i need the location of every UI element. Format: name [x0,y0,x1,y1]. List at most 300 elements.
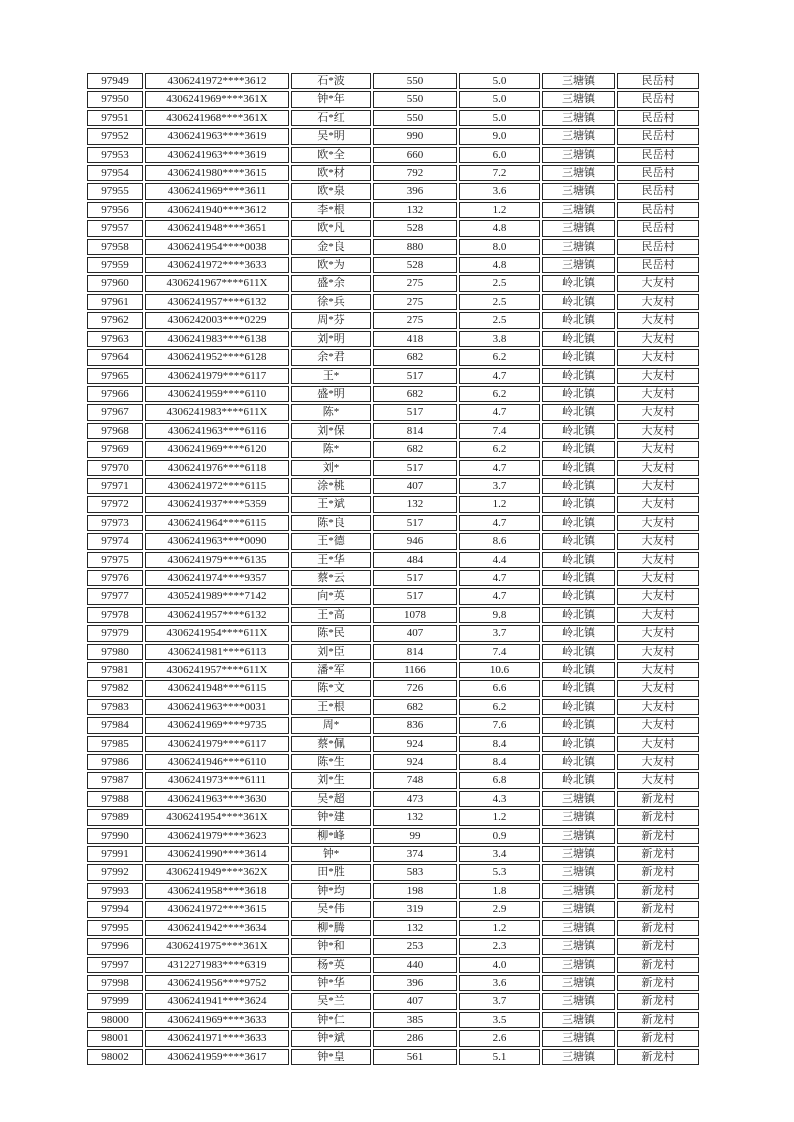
town-cell: 岭北镇 [542,717,615,733]
village-cell: 大友村 [617,533,699,549]
table-row [87,625,699,641]
rate-cell: 3.5 [459,1012,540,1028]
village-cell: 大友村 [617,754,699,770]
seq-cell: 97984 [87,717,143,733]
name-cell: 吴*伟 [291,901,371,917]
town-cell: 三塘镇 [542,1030,615,1046]
rate-cell: 5.0 [459,73,540,89]
village-cell: 大友村 [617,607,699,623]
seq-cell: 97974 [87,533,143,549]
amount-cell: 561 [373,1049,457,1065]
seq-cell: 97951 [87,110,143,126]
town-cell: 岭北镇 [542,570,615,586]
seq-cell: 97956 [87,202,143,218]
name-cell: 金*良 [291,239,371,255]
table-body [87,73,699,1065]
table-row [87,220,699,236]
rate-cell: 4.7 [459,570,540,586]
amount-cell: 1166 [373,662,457,678]
amount-cell: 726 [373,680,457,696]
village-cell: 新龙村 [617,1030,699,1046]
amount-cell: 682 [373,386,457,402]
id-number-cell: 4306241946****6110 [145,754,289,770]
amount-cell: 583 [373,864,457,880]
name-cell: 周* [291,717,371,733]
town-cell: 岭北镇 [542,294,615,310]
id-number-cell: 4306241983****611X [145,404,289,420]
name-cell: 王*华 [291,552,371,568]
name-cell: 钟*华 [291,975,371,991]
table-row [87,1049,699,1065]
id-number-cell: 4306241975****361X [145,938,289,954]
id-number-cell: 4306241949****362X [145,864,289,880]
amount-cell: 440 [373,957,457,973]
rate-cell: 7.2 [459,165,540,181]
table-row [87,1030,699,1046]
table-row [87,165,699,181]
amount-cell: 253 [373,938,457,954]
town-cell: 岭北镇 [542,552,615,568]
amount-cell: 528 [373,220,457,236]
name-cell: 陈*良 [291,515,371,531]
name-cell: 盛*明 [291,386,371,402]
id-number-cell: 4306241948****3651 [145,220,289,236]
name-cell: 吴*超 [291,791,371,807]
id-number-cell: 4306241941****3624 [145,993,289,1009]
amount-cell: 132 [373,496,457,512]
table-row [87,239,699,255]
amount-cell: 682 [373,441,457,457]
id-number-cell: 4306241959****6110 [145,386,289,402]
name-cell: 刘*臣 [291,644,371,660]
table-row [87,957,699,973]
town-cell: 岭北镇 [542,736,615,752]
rate-cell: 2.5 [459,275,540,291]
village-cell: 新龙村 [617,1012,699,1028]
seq-cell: 97994 [87,901,143,917]
rate-cell: 3.7 [459,993,540,1009]
amount-cell: 946 [373,533,457,549]
name-cell: 王*斌 [291,496,371,512]
table-row [87,680,699,696]
rate-cell: 3.6 [459,975,540,991]
name-cell: 陈*文 [291,680,371,696]
seq-cell: 97959 [87,257,143,273]
seq-cell: 98000 [87,1012,143,1028]
village-cell: 新龙村 [617,828,699,844]
rate-cell: 8.6 [459,533,540,549]
id-number-cell: 4306241940****3612 [145,202,289,218]
town-cell: 岭北镇 [542,533,615,549]
rate-cell: 3.7 [459,625,540,641]
town-cell: 三塘镇 [542,809,615,825]
village-cell: 新龙村 [617,920,699,936]
rate-cell: 4.3 [459,791,540,807]
name-cell: 刘* [291,460,371,476]
amount-cell: 132 [373,920,457,936]
name-cell: 钟*和 [291,938,371,954]
amount-cell: 792 [373,165,457,181]
town-cell: 岭北镇 [542,662,615,678]
amount-cell: 550 [373,110,457,126]
name-cell: 柳*峰 [291,828,371,844]
village-cell: 大友村 [617,644,699,660]
town-cell: 岭北镇 [542,331,615,347]
seq-cell: 97973 [87,515,143,531]
seq-cell: 97962 [87,312,143,328]
town-cell: 岭北镇 [542,625,615,641]
id-number-cell: 4305241989****7142 [145,588,289,604]
name-cell: 欧*为 [291,257,371,273]
town-cell: 岭北镇 [542,607,615,623]
name-cell: 钟*仁 [291,1012,371,1028]
id-number-cell: 4306241948****6115 [145,680,289,696]
amount-cell: 132 [373,809,457,825]
amount-cell: 484 [373,552,457,568]
rate-cell: 6.6 [459,680,540,696]
amount-cell: 682 [373,699,457,715]
seq-cell: 97998 [87,975,143,991]
rate-cell: 6.2 [459,699,540,715]
village-cell: 大友村 [617,294,699,310]
id-number-cell: 4306241956****9752 [145,975,289,991]
village-cell: 新龙村 [617,864,699,880]
id-number-cell: 4306241958****3618 [145,883,289,899]
rate-cell: 0.9 [459,828,540,844]
table-row [87,938,699,954]
id-number-cell: 4306241983****6138 [145,331,289,347]
table-row [87,644,699,660]
seq-cell: 97988 [87,791,143,807]
rate-cell: 9.0 [459,128,540,144]
rate-cell: 8.4 [459,754,540,770]
table-row [87,993,699,1009]
seq-cell: 97996 [87,938,143,954]
id-number-cell: 4306241980****3615 [145,165,289,181]
seq-cell: 97953 [87,147,143,163]
town-cell: 岭北镇 [542,275,615,291]
id-number-cell: 4306241972****3633 [145,257,289,273]
town-cell: 三塘镇 [542,883,615,899]
rate-cell: 7.6 [459,717,540,733]
town-cell: 岭北镇 [542,644,615,660]
amount-cell: 517 [373,368,457,384]
village-cell: 大友村 [617,699,699,715]
table-row [87,257,699,273]
town-cell: 三塘镇 [542,183,615,199]
name-cell: 徐*兵 [291,294,371,310]
amount-cell: 528 [373,257,457,273]
name-cell: 李*根 [291,202,371,218]
rate-cell: 3.6 [459,183,540,199]
town-cell: 三塘镇 [542,1049,615,1065]
id-number-cell: 4306241969****6120 [145,441,289,457]
rate-cell: 6.8 [459,772,540,788]
name-cell: 钟*年 [291,91,371,107]
name-cell: 陈*民 [291,625,371,641]
id-number-cell: 4306241973****6111 [145,772,289,788]
village-cell: 大友村 [617,312,699,328]
id-number-cell: 4306241954****611X [145,625,289,641]
id-number-cell: 4306241969****3611 [145,183,289,199]
id-number-cell: 4306241963****0031 [145,699,289,715]
seq-cell: 97975 [87,552,143,568]
rate-cell: 2.5 [459,294,540,310]
amount-cell: 396 [373,183,457,199]
table-row [87,515,699,531]
table-row [87,349,699,365]
amount-cell: 418 [373,331,457,347]
village-cell: 新龙村 [617,1049,699,1065]
town-cell: 三塘镇 [542,220,615,236]
town-cell: 岭北镇 [542,496,615,512]
seq-cell: 97977 [87,588,143,604]
name-cell: 王*德 [291,533,371,549]
table-row [87,496,699,512]
table-row [87,883,699,899]
table-row [87,864,699,880]
seq-cell: 97969 [87,441,143,457]
rate-cell: 2.5 [459,312,540,328]
table-row [87,901,699,917]
village-cell: 大友村 [617,552,699,568]
town-cell: 三塘镇 [542,1012,615,1028]
rate-cell: 6.2 [459,349,540,365]
seq-cell: 98002 [87,1049,143,1065]
name-cell: 刘*明 [291,331,371,347]
seq-cell: 97954 [87,165,143,181]
seq-cell: 97986 [87,754,143,770]
amount-cell: 473 [373,791,457,807]
table-row [87,73,699,89]
seq-cell: 97950 [87,91,143,107]
rate-cell: 7.4 [459,423,540,439]
rate-cell: 1.2 [459,496,540,512]
village-cell: 大友村 [617,772,699,788]
id-number-cell: 4306241937****5359 [145,496,289,512]
village-cell: 民岳村 [617,220,699,236]
seq-cell: 97966 [87,386,143,402]
village-cell: 大友村 [617,570,699,586]
amount-cell: 748 [373,772,457,788]
rate-cell: 5.3 [459,864,540,880]
town-cell: 岭北镇 [542,478,615,494]
village-cell: 民岳村 [617,165,699,181]
rate-cell: 2.3 [459,938,540,954]
name-cell: 王*根 [291,699,371,715]
table-row [87,312,699,328]
rate-cell: 1.2 [459,920,540,936]
id-number-cell: 4306241959****3617 [145,1049,289,1065]
table-row [87,772,699,788]
town-cell: 三塘镇 [542,846,615,862]
rate-cell: 2.9 [459,901,540,917]
name-cell: 余*君 [291,349,371,365]
seq-cell: 97963 [87,331,143,347]
name-cell: 钟*斌 [291,1030,371,1046]
village-cell: 民岳村 [617,73,699,89]
village-cell: 大友村 [617,368,699,384]
rate-cell: 8.4 [459,736,540,752]
table-row [87,1012,699,1028]
table-row [87,460,699,476]
seq-cell: 97965 [87,368,143,384]
amount-cell: 836 [373,717,457,733]
village-cell: 大友村 [617,496,699,512]
amount-cell: 814 [373,644,457,660]
name-cell: 吴*兰 [291,993,371,1009]
id-number-cell: 4306241979****6117 [145,736,289,752]
village-cell: 大友村 [617,662,699,678]
id-number-cell: 4306241972****6115 [145,478,289,494]
amount-cell: 517 [373,570,457,586]
table-row [87,423,699,439]
rate-cell: 3.8 [459,331,540,347]
rate-cell: 3.7 [459,478,540,494]
id-number-cell: 4306241967****611X [145,275,289,291]
seq-cell: 97961 [87,294,143,310]
village-cell: 大友村 [617,515,699,531]
village-cell: 大友村 [617,423,699,439]
amount-cell: 924 [373,736,457,752]
table-row [87,570,699,586]
table-row [87,275,699,291]
name-cell: 田*胜 [291,864,371,880]
id-number-cell: 4306241990****3614 [145,846,289,862]
rate-cell: 1.2 [459,202,540,218]
seq-cell: 97958 [87,239,143,255]
table-row [87,736,699,752]
village-cell: 大友村 [617,441,699,457]
table-row [87,552,699,568]
table-row [87,147,699,163]
seq-cell: 97995 [87,920,143,936]
village-cell: 大友村 [617,460,699,476]
amount-cell: 517 [373,515,457,531]
village-cell: 民岳村 [617,183,699,199]
id-number-cell: 4306241957****611X [145,662,289,678]
id-number-cell: 4306241957****6132 [145,607,289,623]
rate-cell: 6.2 [459,441,540,457]
rate-cell: 10.6 [459,662,540,678]
table-row [87,110,699,126]
village-cell: 大友村 [617,625,699,641]
rate-cell: 4.8 [459,220,540,236]
table-row [87,404,699,420]
id-number-cell: 4306241969****9735 [145,717,289,733]
table-row [87,662,699,678]
amount-cell: 286 [373,1030,457,1046]
table-row [87,128,699,144]
table-row [87,441,699,457]
town-cell: 岭北镇 [542,680,615,696]
village-cell: 民岳村 [617,257,699,273]
id-number-cell: 4306241963****6116 [145,423,289,439]
village-cell: 新龙村 [617,809,699,825]
village-cell: 民岳村 [617,147,699,163]
seq-cell: 97991 [87,846,143,862]
village-cell: 民岳村 [617,128,699,144]
village-cell: 大友村 [617,386,699,402]
name-cell: 欧*全 [291,147,371,163]
seq-cell: 97964 [87,349,143,365]
amount-cell: 385 [373,1012,457,1028]
name-cell: 陈*生 [291,754,371,770]
data-table [85,71,701,1067]
town-cell: 岭北镇 [542,423,615,439]
seq-cell: 97981 [87,662,143,678]
id-number-cell: 4306241979****6117 [145,368,289,384]
village-cell: 新龙村 [617,957,699,973]
town-cell: 岭北镇 [542,349,615,365]
table-row [87,202,699,218]
id-number-cell: 4306241963****3619 [145,128,289,144]
id-number-cell: 4312271983****6319 [145,957,289,973]
id-number-cell: 4306241952****6128 [145,349,289,365]
id-number-cell: 4306241972****3615 [145,901,289,917]
village-cell: 新龙村 [617,846,699,862]
town-cell: 三塘镇 [542,957,615,973]
village-cell: 大友村 [617,404,699,420]
id-number-cell: 4306241979****3623 [145,828,289,844]
rate-cell: 2.6 [459,1030,540,1046]
village-cell: 大友村 [617,717,699,733]
seq-cell: 97955 [87,183,143,199]
name-cell: 蔡*佩 [291,736,371,752]
village-cell: 民岳村 [617,91,699,107]
name-cell: 向*英 [291,588,371,604]
seq-cell: 97993 [87,883,143,899]
table-row [87,828,699,844]
amount-cell: 132 [373,202,457,218]
seq-cell: 97983 [87,699,143,715]
table-row [87,588,699,604]
town-cell: 岭北镇 [542,772,615,788]
seq-cell: 97957 [87,220,143,236]
name-cell: 欧*泉 [291,183,371,199]
rate-cell: 4.7 [459,588,540,604]
id-number-cell: 4306241963****3630 [145,791,289,807]
town-cell: 三塘镇 [542,864,615,880]
rate-cell: 4.7 [459,460,540,476]
rate-cell: 4.7 [459,515,540,531]
rate-cell: 5.0 [459,91,540,107]
amount-cell: 517 [373,404,457,420]
id-number-cell: 4306241981****6113 [145,644,289,660]
table-row [87,368,699,384]
town-cell: 三塘镇 [542,147,615,163]
seq-cell: 97982 [87,680,143,696]
id-number-cell: 4306241969****3633 [145,1012,289,1028]
table-row [87,478,699,494]
id-number-cell: 4306241964****6115 [145,515,289,531]
town-cell: 岭北镇 [542,515,615,531]
seq-cell: 97985 [87,736,143,752]
table-row [87,386,699,402]
amount-cell: 275 [373,312,457,328]
amount-cell: 550 [373,73,457,89]
village-cell: 大友村 [617,275,699,291]
town-cell: 岭北镇 [542,699,615,715]
rate-cell: 4.8 [459,257,540,273]
seq-cell: 97999 [87,993,143,1009]
town-cell: 岭北镇 [542,386,615,402]
table-row [87,809,699,825]
seq-cell: 97997 [87,957,143,973]
table-row [87,294,699,310]
town-cell: 岭北镇 [542,460,615,476]
rate-cell: 4.4 [459,552,540,568]
